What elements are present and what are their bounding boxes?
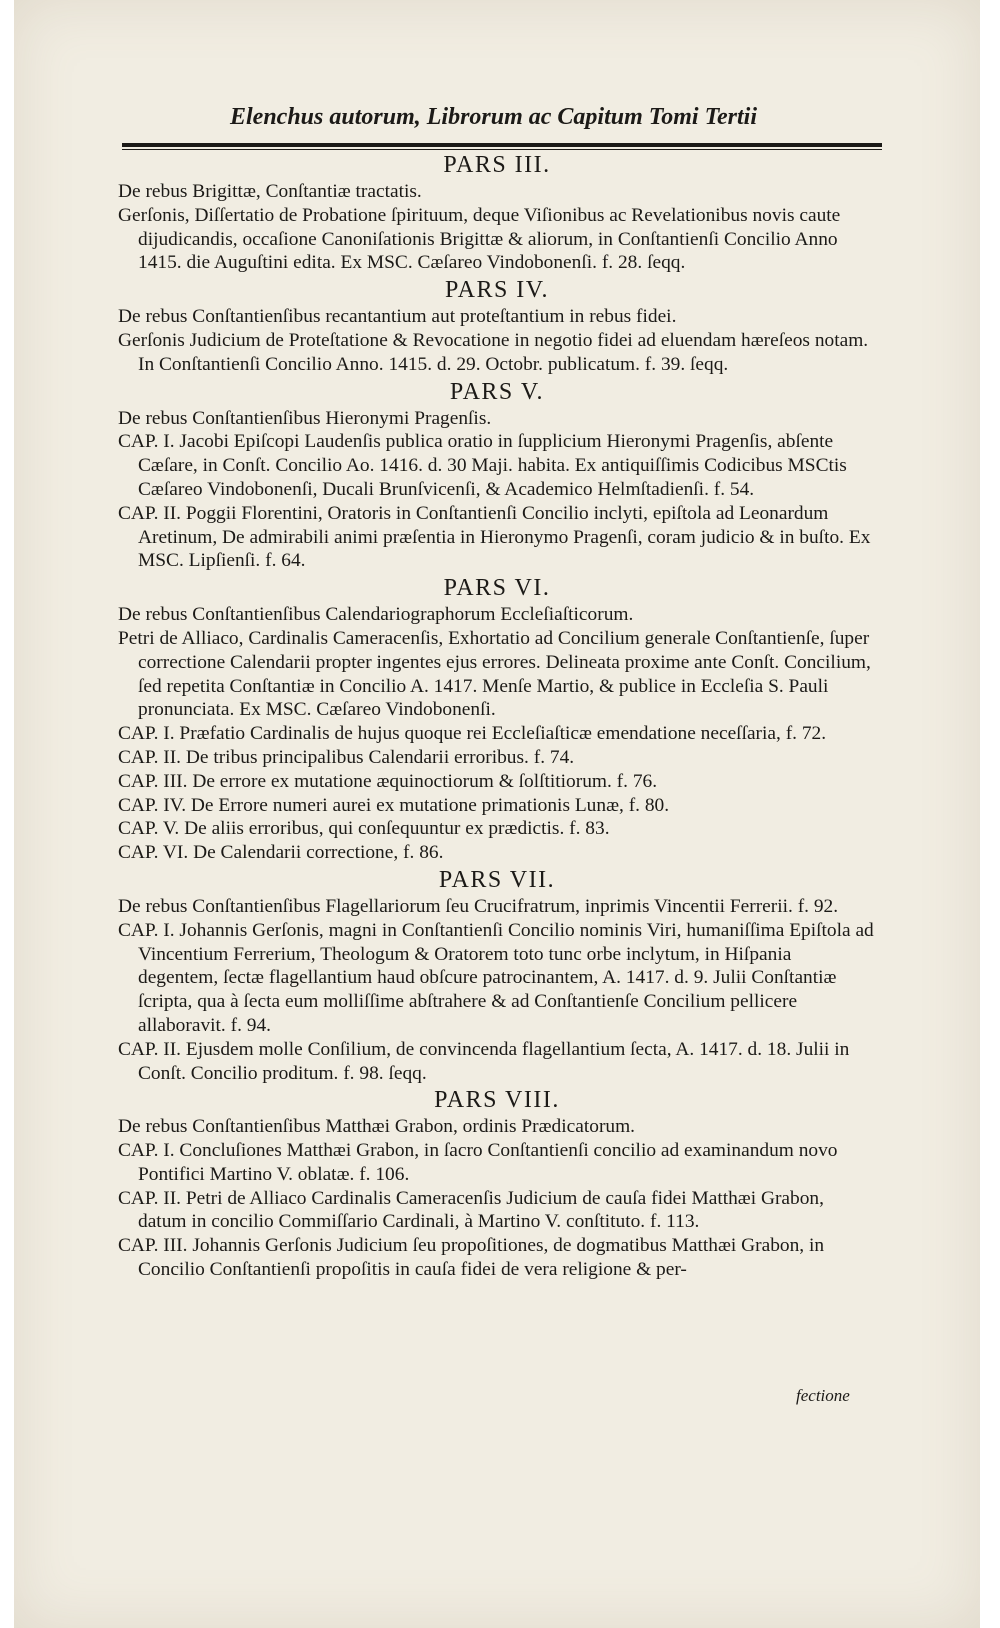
chapter-entry: CAP. II. Poggii Florentini, Oratoris in Conſtantienſi Concilio inclyti, epiſtola ad Leonardum Aretinum, De admirabili animi præſentia in Hieronymo Pragenſi, coram judicio & in buſto. Ex MSC. Lipſienſi. f. 64. (118, 502, 871, 572)
section-pars-vii (118, 865, 876, 1085)
section-title: PARS VII. (438, 866, 556, 893)
section-title: PARS VI. (443, 575, 551, 602)
chapter-entry: CAP. I. Concluſiones Matthæi Grabon, in ſacro Conſtantienſi concilio ad examinandum novo Pontifici Martino V. oblatæ. f. 106. (118, 1140, 838, 1185)
chapter-entry: CAP. IV. De Errore numeri aurei ex mutatione primationis Lunæ, f. 80. (118, 794, 670, 816)
section-subject: De rebus Brigittæ, Conſtantiæ tractatis. (118, 181, 422, 202)
catchword: fectione (796, 1386, 850, 1405)
section-pars-iii (118, 150, 876, 275)
section-pars-iv (118, 275, 876, 376)
section-title: PARS III. (443, 152, 551, 178)
book-page (14, 0, 980, 1628)
section-subject: De rebus Conſtantienſibus recantantium aut proteſtantium in rebus fidei. (118, 306, 677, 328)
page-header (124, 104, 864, 131)
chapter-entry: CAP. I. Jacobi Epiſcopi Laudenſis publica oratio in ſupplicium Hieronymi Pragenſis, abſente Cæſare, in Conſt. Concilio Ao. 1416. d. 30 Maji. habita. Ex antiquiſſimis Codicibus MSCtis Cæſareo Vindobonenſi, Ducali Brunſvicenſi, & Academico Helmſtadienſi. f. 54. (118, 431, 847, 500)
chapter-entry: CAP. I. Præfatio Cardinalis de hujus quoque rei Eccleſiaſticæ emendatione neceſſaria, f. 72. (118, 723, 827, 745)
section-subject: De rebus Conſtantienſibus Matthæi Grabon, ordinis Prædicatorum. (118, 1116, 636, 1138)
section-pars-vi (118, 573, 876, 865)
section-pars-viii (118, 1085, 876, 1282)
chapter-entry: CAP. II. De tribus principalibus Calendarii erroribus. f. 74. (118, 746, 575, 768)
chapter-entry: CAP. II. Ejusdem molle Conſilium, de convincenda flagellantium ſecta, A. 1417. d. 18. Julii in Conſt. Concilio proditum. f. 98. ſeqq. (118, 1038, 850, 1084)
chapter-entry: CAP. I. Johannis Gerſonis, magni in Conſtantienſi Concilio nominis Viri, humaniſſima Epiſtola ad Vincentium Ferrerium, Theologum & Oratorem toto tunc orbe inclytum, in Hiſpania degentem, ſectæ flagellantium haud obſcure patrocinantem, A. 1417. d. 9. Julii Conſtantiæ ſcripta, qua à ſecta eum molliſſime abſtrahere & ad Conſtantienſe Concilium pellicere allaboravit. f. 94. (118, 919, 874, 1036)
running-title: Elenchus autorum, Librorum ac Capitum Tomi Tertii (230, 104, 758, 130)
section-title: PARS VIII. (434, 1087, 560, 1114)
entry-paragraph: Petri de Alliaco, Cardinalis Cameracenſis, Exhortatio ad Concilium generale Conſtantienſe, ſuper correctione Calendarii propter ingentes ejus errores. Delineata proxime ante Conſt. Concilium, ſed repetita Conſtantiæ in Concilio A. 1417. Menſe Martio, & publice in Eccleſia S. Pauli pronunciata. Ex MSC. Cæſareo Vindobonenſi. (118, 627, 871, 721)
entry-paragraph: Gerſonis, Diſſertatio de Probatione ſpirituum, deque Viſionibus ac Revelationibus novis caute dijudicandis, occaſione Canoniſationis Brigittæ & aliorum, in Conſtantienſi Concilio Anno 1415. die Auguſtini edita. Ex MSC. Cæſareo Vindobonenſi. f. 28. ſeqq. (118, 204, 841, 274)
page-content (118, 150, 876, 1282)
entry-paragraph: Gerſonis Judicium de Proteſtatione & Revocatione in negotio fidei ad eluendam hæreſeos notam. In Conſtantienſi Concilio Anno. 1415. d. 29. Octobr. publicatum. f. 39. ſeqq. (118, 329, 869, 375)
chapter-entry: CAP. VI. De Calendarii correctione, f. 86. (118, 842, 444, 864)
chapter-entry: CAP. III. De errore ex mutatione æquinoctiorum & ſolſtitiorum. f. 76. (118, 770, 658, 792)
section-subject: De rebus Conſtantienſibus Calendariographorum Eccleſiaſticorum. (118, 604, 634, 626)
chapter-entry: CAP. III. Johannis Gerſonis Judicium ſeu propoſitiones, de dogmatibus Matthæi Grabon, in Concilio Conſtantienſi propoſitis in cauſa fidei de vera religione & per- (118, 1235, 825, 1281)
section-pars-v (118, 377, 876, 574)
section-title: PARS IV. (444, 277, 550, 304)
header-rule-thick (122, 143, 882, 147)
chapter-entry: CAP. II. Petri de Alliaco Cardinalis Cameracenſis Judicium de cauſa fidei Matthæi Grabon, datum in concilio Commiſſario Cardinali, à Martino V. conſtituto. f. 113. (118, 1187, 824, 1233)
section-subject: De rebus Conſtantienſibus Flagellariorum ſeu Crucifratrum, inprimis Vincentii Ferrerii. f. 92. (118, 895, 839, 917)
section-title: PARS V. (449, 378, 545, 405)
section-subject: De rebus Conſtantienſibus Hieronymi Pragenſis. (118, 407, 492, 429)
chapter-entry: CAP. V. De aliis erroribus, qui conſequuntur ex prædictis. f. 83. (118, 818, 610, 840)
